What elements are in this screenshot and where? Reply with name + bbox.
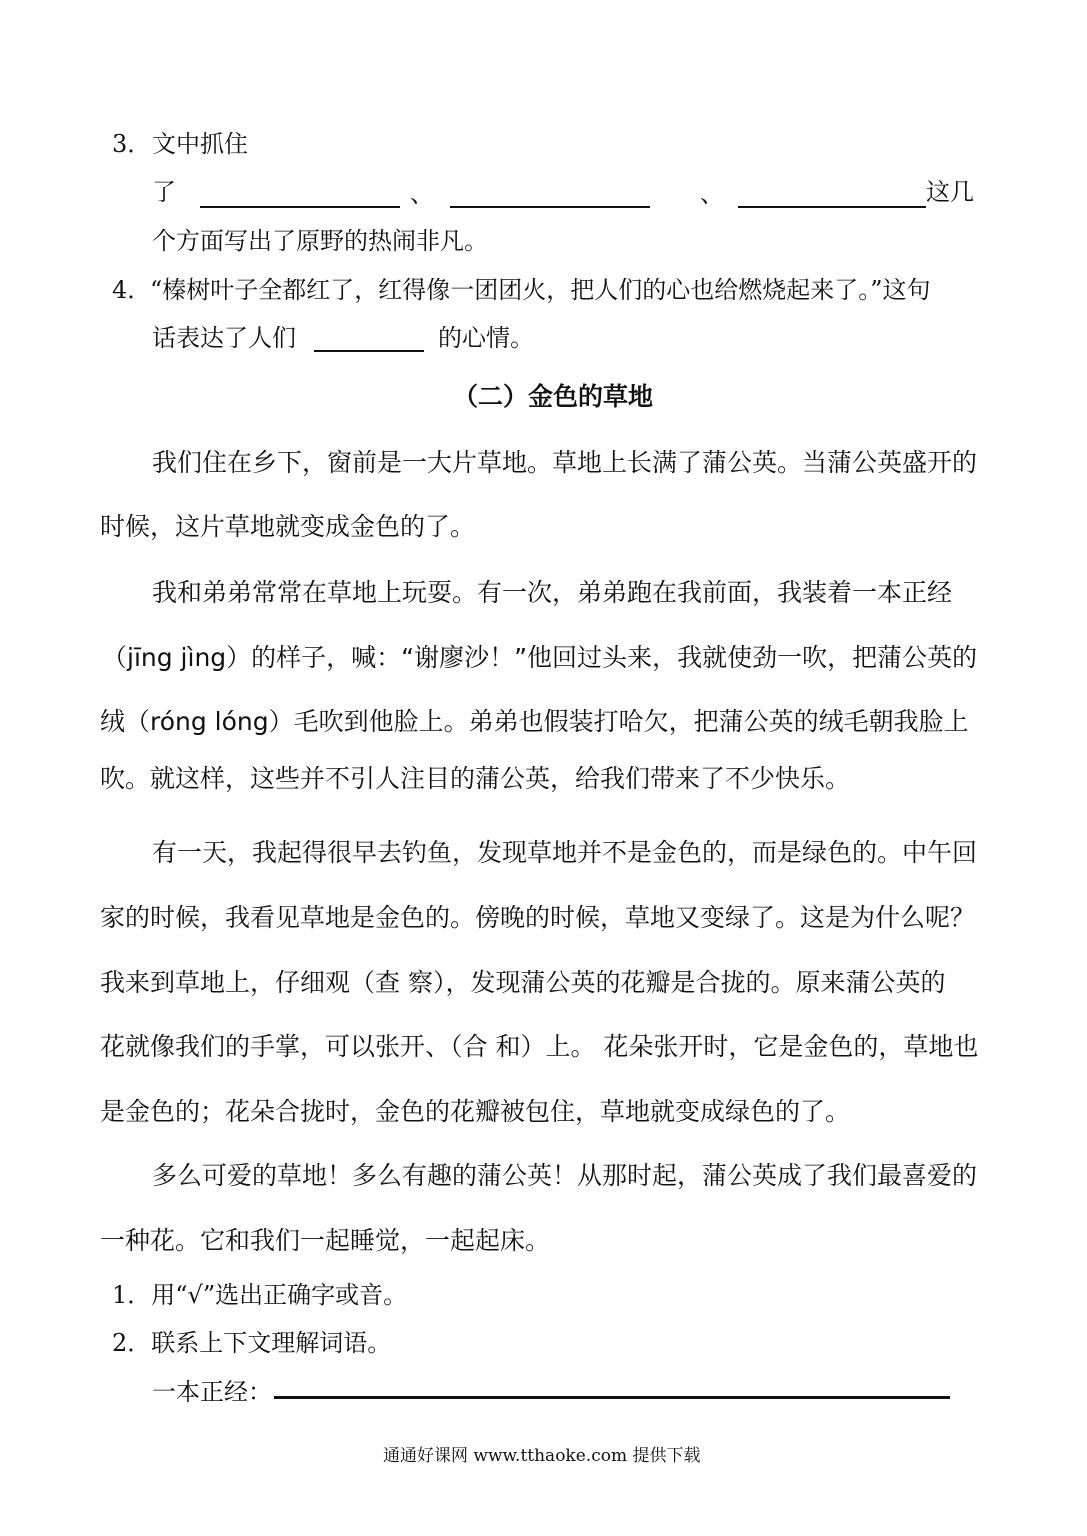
q4-line2-end: 的心情。 — [438, 324, 534, 352]
q3-prompt: 文中抓住 — [152, 130, 248, 158]
passage-line: 我们住在乡下，窗前是一大片草地。草地上长满了蒲公英。当蒲公英盛开的 — [152, 448, 978, 477]
question-1: 1．用“√”选出正确字或音。 — [112, 1281, 408, 1309]
q4-answer-blank[interactable] — [314, 350, 424, 352]
question-2-item-label: 一本正经： — [152, 1378, 272, 1406]
q4-prompt: “榛树叶子全都红了，红得像一团团火，把人们的心也给燃烧起来了。”这句 — [150, 276, 931, 304]
q3-separator-1: 、 — [410, 180, 434, 208]
q4-line2-start: 话表达了人们 — [152, 324, 296, 352]
passage-line: 多么可爱的草地！多么有趣的蒲公英！从那时起，蒲公英成了我们最喜爱的 — [152, 1161, 978, 1190]
passage-line: 我和弟弟常常在草地上玩耍。有一次，弟弟跑在我前面，我装着一本正经 — [152, 578, 953, 607]
passage-line: 时候，这片草地就变成金色的了。 — [100, 512, 476, 541]
q3-line2-start: 了 — [152, 178, 176, 206]
passage-line: 家的时候，我看见草地是金色的。傍晚的时候，草地又变绿了。这是为什么呢？ — [100, 903, 976, 932]
q3-answer-blank-1[interactable] — [200, 206, 400, 208]
passage-line: 有一天，我起得很早去钓鱼，发现草地并不是金色的，而是绿色的。中午回 — [152, 838, 978, 867]
passage-line: 一种花。它和我们一起睡觉，一起起床。 — [100, 1226, 551, 1255]
passage-line: 花就像我们的手掌，可以张开、（合 和）上。 花朵张开时，它是金色的，草地也 — [100, 1032, 979, 1061]
q3-separator-2: 、 — [700, 180, 724, 208]
q3-answer-blank-3[interactable] — [738, 206, 926, 208]
q3-answer-blank-2[interactable] — [450, 206, 650, 208]
footer-credit: 通通好课网 www.tthaoke.com 提供下载 — [383, 1446, 701, 1466]
question-2: 2．联系上下文理解词语。 — [112, 1329, 392, 1357]
q3-line3: 个方面写出了原野的热闹非凡。 — [152, 227, 488, 255]
question-2-answer-line[interactable] — [274, 1396, 950, 1399]
passage-line: （jīng jìng）的样子，喊：“谢廖沙！”他回过头来，我就使劲一吹，把蒲公英的 — [102, 643, 978, 672]
q3-line2-end: 这几 — [926, 178, 974, 206]
q3-number: 3． — [112, 130, 152, 158]
passage-line: 我来到草地上，仔细观（查 察），发现蒲公英的花瓣是合拢的。原来蒲公英的 — [100, 968, 946, 997]
passage-title: （二）金色的草地 — [453, 382, 654, 411]
q4-number: 4． — [112, 276, 152, 304]
passage-line: 是金色的；花朵合拢时，金色的花瓣被包住，草地就变成绿色的了。 — [100, 1097, 851, 1126]
passage-line: 绒（róng lóng）毛吹到他脸上。弟弟也假装打哈欠，把蒲公英的绒毛朝我脸上 — [100, 707, 969, 736]
passage-line: 吹。就这样，这些并不引人注目的蒲公英，给我们带来了不少快乐。 — [100, 764, 851, 793]
